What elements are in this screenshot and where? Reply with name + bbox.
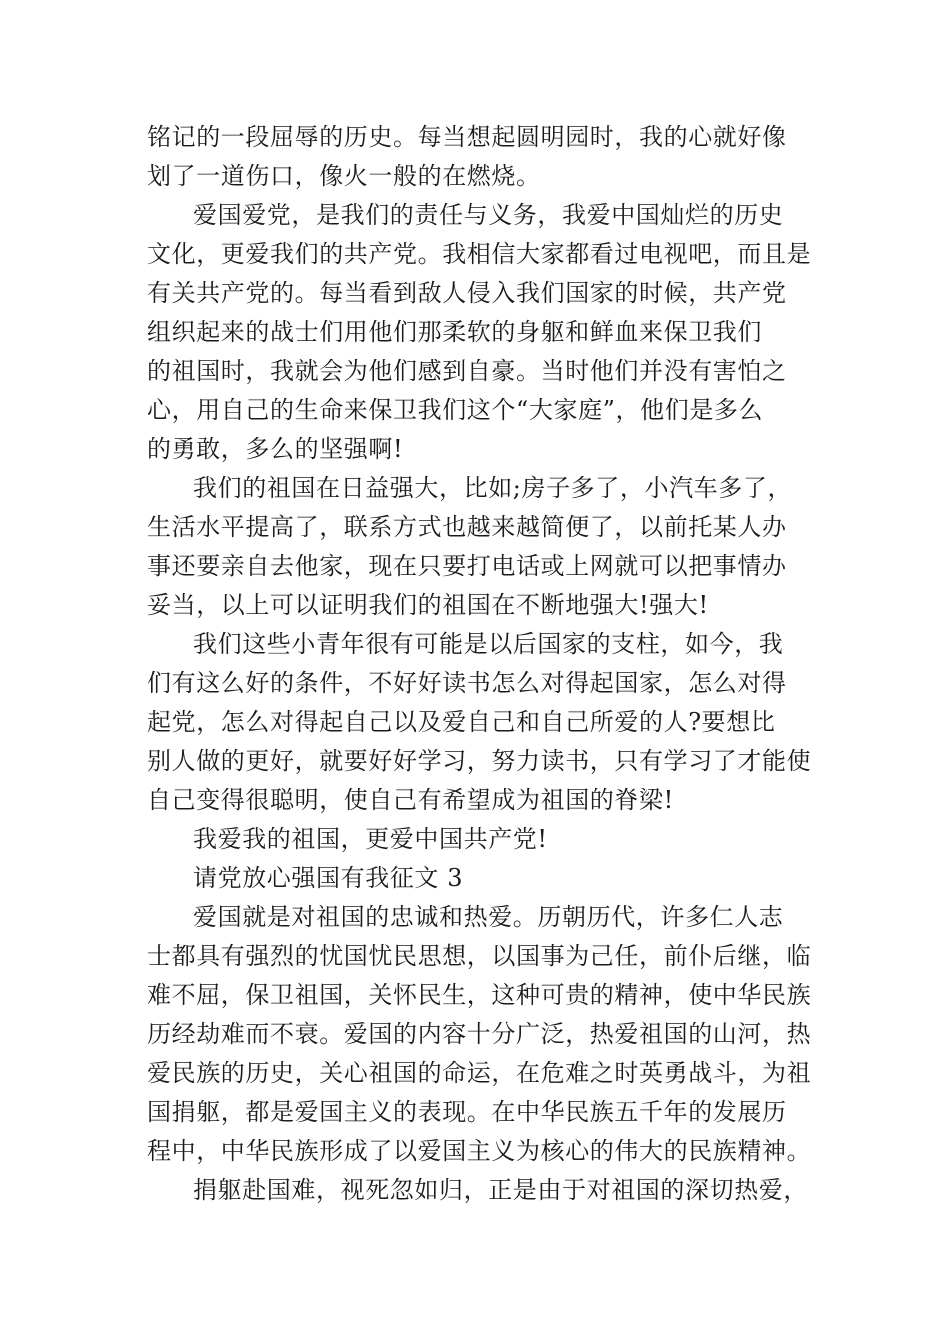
text-line: 爱国爱党，是我们的责任与义务，我爱中国灿烂的历史 bbox=[193, 201, 784, 229]
text-line: 有关共产党的。每当看到敌人侵入我们国家的时候，共产党 bbox=[147, 279, 787, 307]
text-line: 捐躯赴国难，视死忽如归，正是由于对祖国的深切热爱， bbox=[193, 1176, 808, 1204]
text-line: 请党放心强国有我征文 3 bbox=[193, 864, 464, 892]
text-line: 自己变得很聪明，使自己有希望成为祖国的脊梁! bbox=[147, 786, 674, 814]
text-line: 文化，更爱我们的共产党。我相信大家都看过电视吧，而且是 bbox=[147, 240, 812, 268]
text-line: 划了一道伤口，像火一般的在燃烧。 bbox=[147, 162, 541, 190]
text-line: 心，用自己的生命来保卫我们这个“大家庭”，他们是多么 bbox=[147, 396, 764, 424]
text-line: 我们这些小青年很有可能是以后国家的支柱，如今，我 bbox=[193, 630, 784, 658]
text-line: 士都具有强烈的忧国忧民思想，以国事为己任，前仆后继，临 bbox=[147, 942, 812, 970]
text-line: 的勇敢，多么的坚强啊! bbox=[147, 435, 404, 463]
text-line: 铭记的一段屈辱的历史。每当想起圆明园时，我的心就好像 bbox=[147, 123, 787, 151]
text-line: 爱国就是对祖国的忠诚和热爱。历朝历代，许多仁人志 bbox=[193, 903, 784, 931]
text-line: 们有这么好的条件，不好好读书怎么对得起国家，怎么对得 bbox=[147, 669, 787, 697]
text-line: 我爱我的祖国，更爱中国共产党! bbox=[193, 825, 548, 853]
text-line: 组织起来的战士们用他们那柔软的身躯和鲜血来保卫我们 bbox=[147, 318, 762, 346]
text-line: 别人做的更好，就要好好学习，努力读书，只有学习了才能使 bbox=[147, 747, 812, 775]
text-line: 事还要亲自去他家，现在只要打电话或上网就可以把事情办 bbox=[147, 552, 787, 580]
text-line: 难不屈，保卫祖国，关怀民生，这种可贵的精神，使中华民族 bbox=[147, 981, 812, 1009]
text-line: 历经劫难而不衰。爱国的内容十分广泛，热爱祖国的山河，热 bbox=[147, 1020, 812, 1048]
document-body bbox=[147, 118, 812, 1210]
text-line: 生活水平提高了，联系方式也越来越简便了，以前托某人办 bbox=[147, 513, 787, 541]
text-line: 程中，中华民族形成了以爱国主义为核心的伟大的民族精神。 bbox=[147, 1137, 812, 1165]
text-line: 国捐躯，都是爱国主义的表现。在中华民族五千年的发展历 bbox=[147, 1098, 787, 1126]
text-line: 妥当，以上可以证明我们的祖国在不断地强大!强大! bbox=[147, 591, 709, 619]
text-line: 我们的祖国在日益强大，比如;房子多了，小汽车多了， bbox=[193, 474, 793, 502]
text-line: 的祖国时，我就会为他们感到自豪。当时他们并没有害怕之 bbox=[147, 357, 787, 385]
text-line: 爱民族的历史，关心祖国的命运，在危难之时英勇战斗，为祖 bbox=[147, 1059, 812, 1087]
text-line: 起党，怎么对得起自己以及爱自己和自己所爱的人?要想比 bbox=[147, 708, 776, 736]
